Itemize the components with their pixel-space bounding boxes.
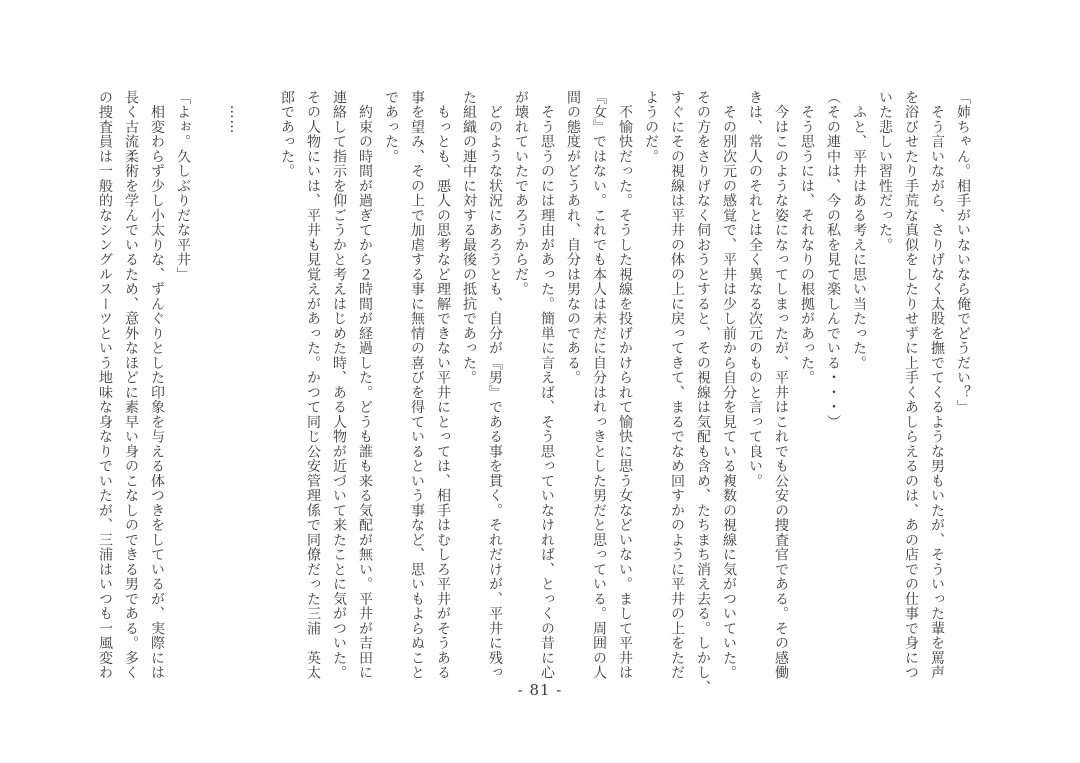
text-line: を浴びせたり手荒な真似をしたりせずに上手くあしらえるのは、あの店での仕事で身につ — [903, 90, 919, 680]
text-line: もっとも、悪人の思考など理解できない平井にとっては、相手はむしろ平井がそうある — [435, 90, 451, 680]
text-line: （その連中は、今の私を見て楽しんでいる・・・） — [825, 90, 841, 430]
text-line: た組織の連中に対する最後の抵抗であった。 — [461, 90, 477, 385]
text-line: 不愉快だった。そうした視線を投げかけられて愉快に思う女などいない。まして平井は — [617, 90, 633, 680]
text-line: 長く古流柔術を学んでいるため、意外なほどに素早い身のこなしのできる男である。多く — [123, 90, 139, 680]
text-line — [248, 90, 274, 682]
text-line: そう思うのには理由があった。簡単に言えば、そう思っていなければ、とっくの昔に心 — [539, 90, 555, 680]
text-line: いた悲しい習性だった。 — [877, 90, 893, 253]
text-line: であった。 — [383, 90, 399, 164]
text-line: …… — [227, 90, 243, 135]
text-line: 連絡して指示を仰ごうかと考えはじめた時、ある人物が近づいて来たことに気がついた。 — [331, 90, 347, 680]
text-line: の捜査員は一般的なシングルスーツという地味な身なりでいたが、三浦はいつも一風変わ — [97, 90, 113, 680]
text-line: きは、常人のそれとは全く異なる次元のものと言って良い。 — [747, 90, 763, 489]
text-line: その別次元の感覚で、平井は少し前から自分を見ている複数の視線に気がついていた。 — [721, 90, 737, 680]
text-line: 「よぉ。久しぶりだな平井」 — [175, 90, 191, 282]
text-line: が壊れていたであろうからだ。 — [513, 90, 529, 297]
text-line: 『女』ではない。これでも本人は未だに自分はれっきとした男だと思っている。周囲の人 — [591, 90, 607, 680]
text-line: 約束の時間が過ぎてから２時間が経過した。どうも誰も来る気配が無い。平井が吉田に — [357, 90, 373, 680]
text-line: ふと、平井はある考えに思い当たった。 — [851, 90, 867, 371]
text-line: どのような状況にあろうとも、自分が『男』である事を貫く。それだけが、平井に残っ — [487, 90, 503, 680]
text-line: 間の態度がどうあれ、自分は男なのである。 — [565, 90, 581, 385]
text-line: その方をさりげなく伺おうとすると、その視線は気配も含め、たちまち消え去る。しかし、 — [695, 90, 711, 695]
text-line: そう思うには、それなりの根拠があった。 — [799, 90, 815, 385]
text-line — [196, 90, 222, 682]
text-line: 事を望み、その上で加虐する事に無情の喜びを得ているという事など、思いもよらぬこと — [409, 90, 425, 680]
text-line: 相変わらず少し小太りな、ずんぐりとした印象を与える体つきをしているが、実際には — [149, 90, 165, 680]
text-line: 「姉ちゃん。相手がいないなら俺でどうだい？」 — [955, 90, 971, 415]
text-line: ようのだ。 — [643, 90, 659, 164]
text-line: そう言いながら、さりげなく太股を撫でてくるような男もいたが、そういった輩を罵声 — [929, 90, 945, 680]
text-line: すぐにその視線は平井の体の上に戻ってきて、まるでなめ回すかのように平井の上をただ — [669, 90, 685, 680]
text-line: 郎であった。 — [279, 90, 295, 179]
text-line: 今はこのような姿になってしまったが、平井はこれでも公安の捜査官である。その感働 — [773, 90, 789, 680]
text-line: その人物にいは、平井も見覚えがあった。かつて同じ公安管理係で同僚だった三浦 英太 — [305, 90, 321, 680]
page-number: - 81 - — [517, 681, 563, 699]
